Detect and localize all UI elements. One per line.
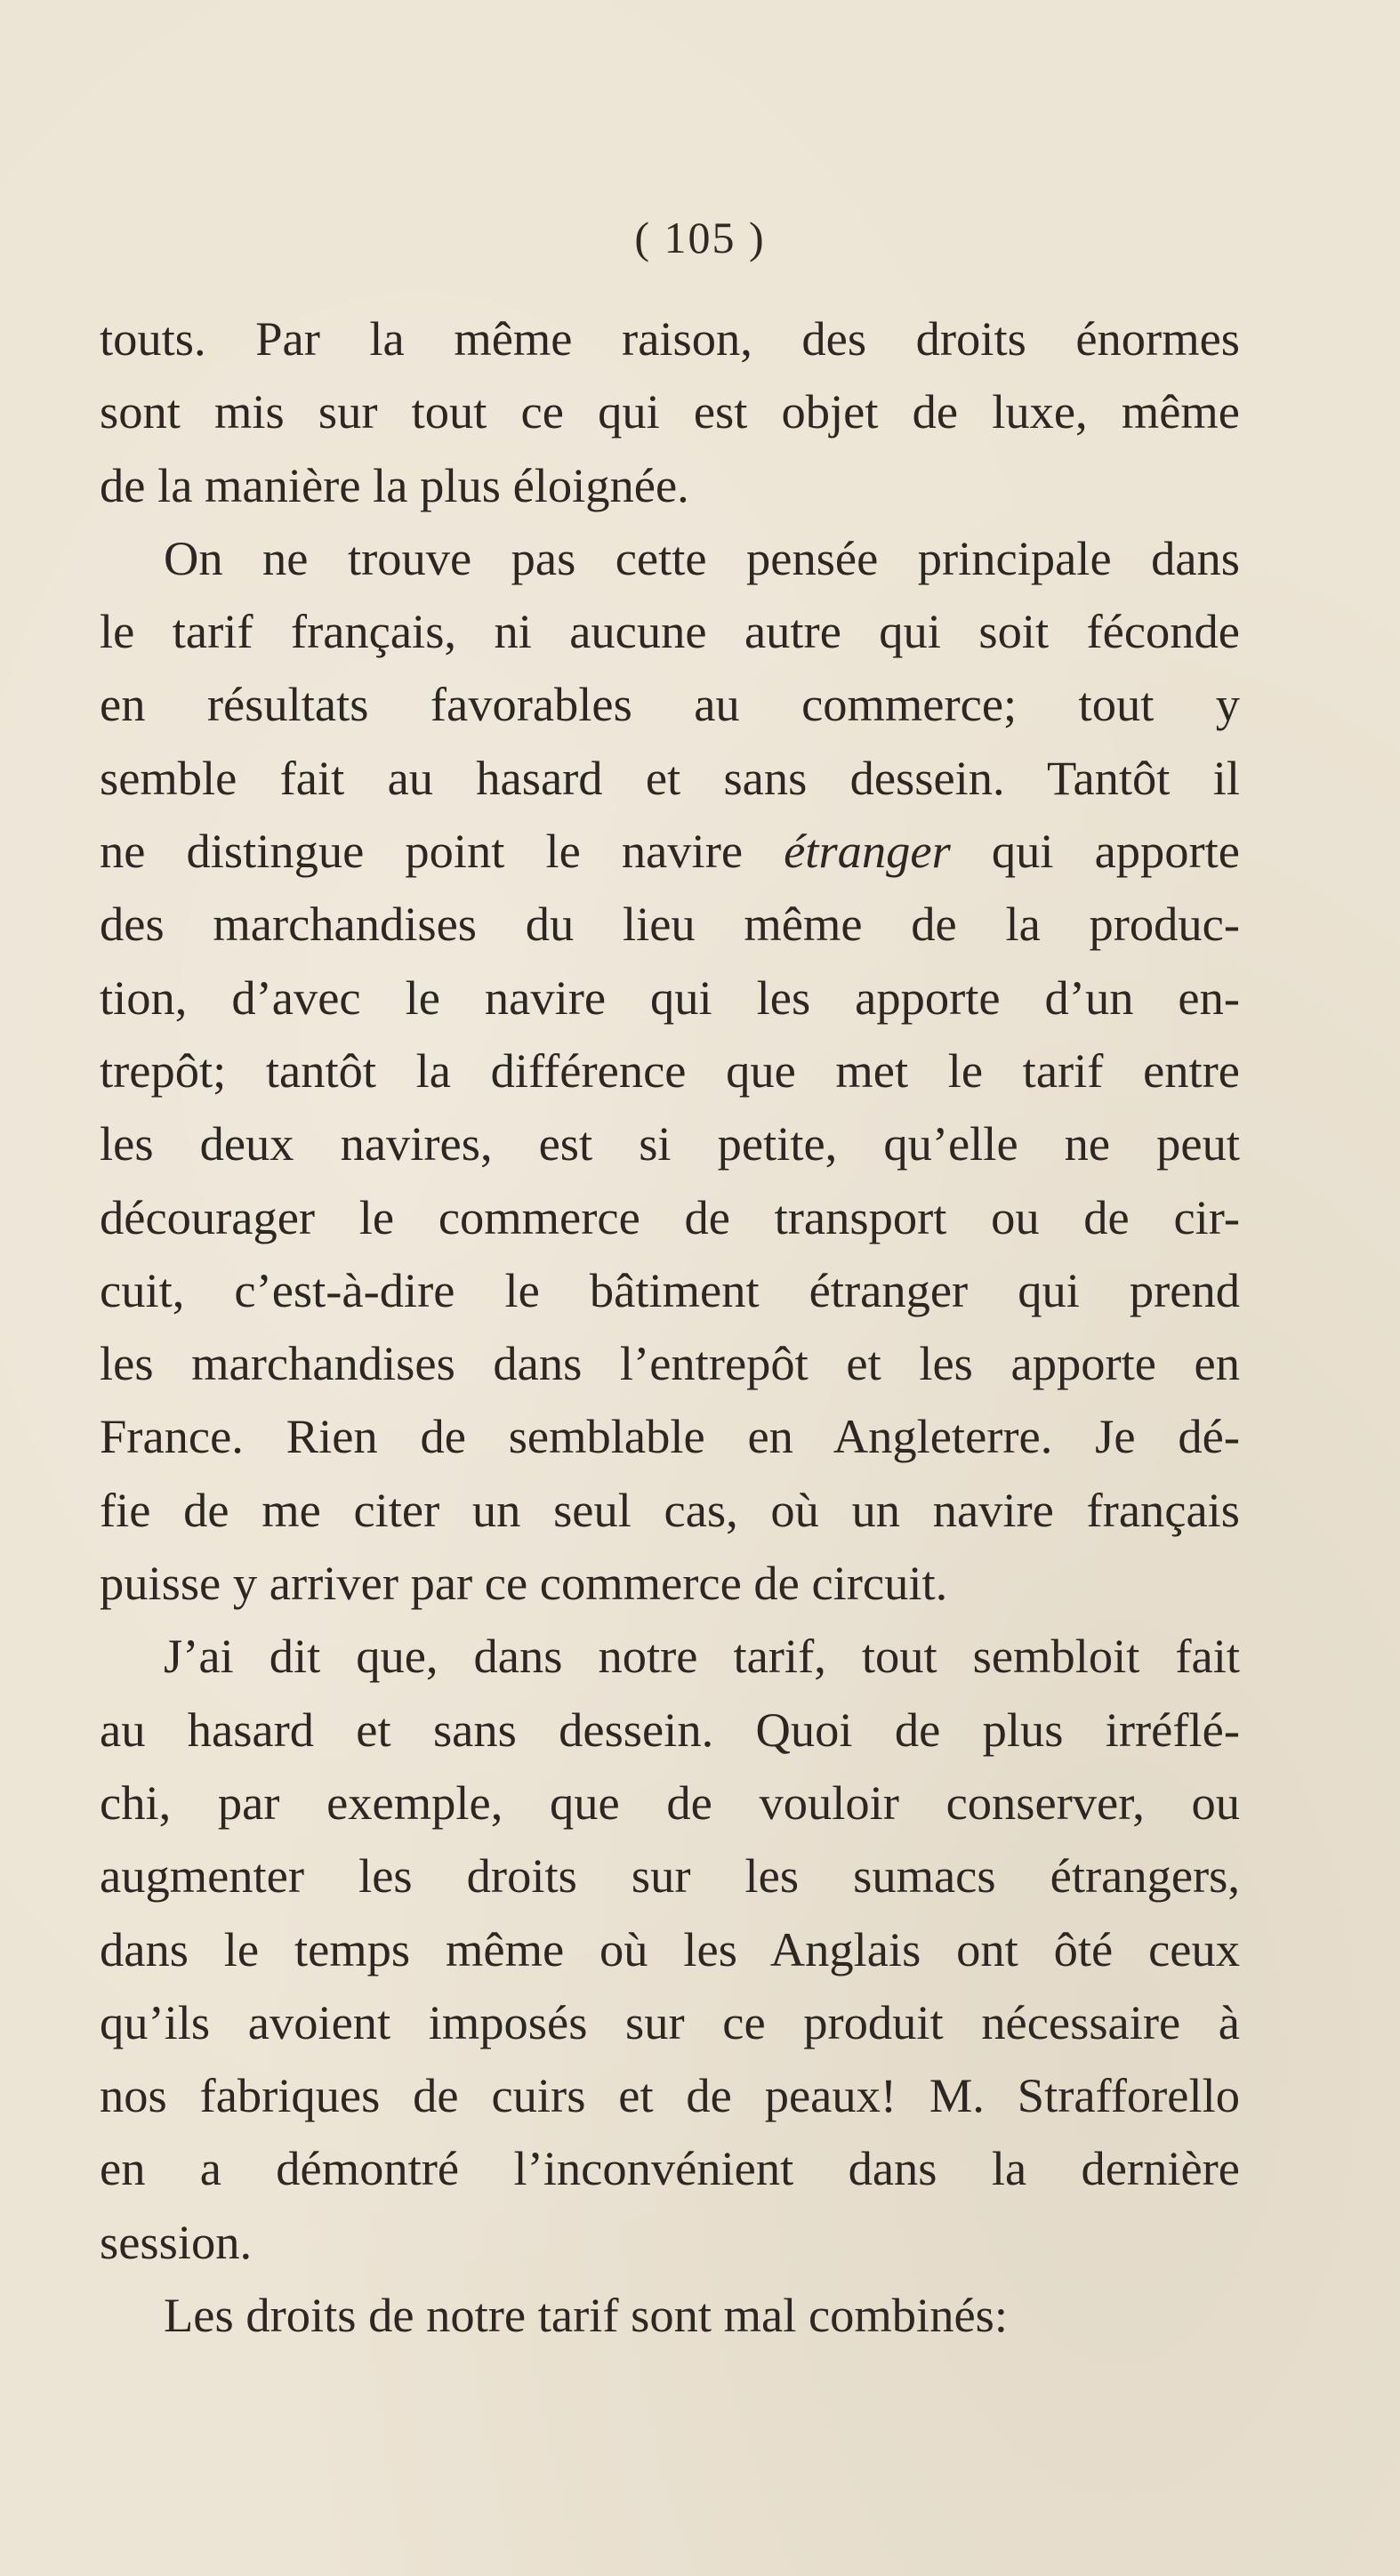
paragraph [100, 522, 1240, 1620]
text-line: au hasard et sans dessein. Quoi de plus irréflé- [100, 1702, 1240, 1757]
text-line: chi, par exemple, que de vouloir conserver, ou [100, 1775, 1240, 1830]
text-line: les deux navires, est si petite, qu’elle ne peut [100, 1116, 1240, 1171]
text-line: les marchandises dans l’entrepôt et les apporte en [100, 1336, 1240, 1391]
text-line: trepôt; tantôt la différence que met le tarif entre [100, 1042, 1240, 1098]
text-line: dans le temps même où les Anglais ont ôté ceux [100, 1921, 1240, 1976]
text-line: décourager le commerce de transport ou de cir- [100, 1189, 1240, 1244]
text-line: touts. Par la même raison, des droits énormes [100, 311, 1240, 366]
text-line: fie de me citer un seul cas, où un navire français [100, 1482, 1240, 1537]
text-line: semble fait au hasard et sans dessein. Tantôt il [100, 750, 1240, 805]
text-line: On ne trouve pas cette pensée principale dans [164, 530, 1240, 585]
text-line: cuit, c’est-à-dire le bâtiment étranger qui prend [100, 1262, 1240, 1317]
italic-word: étranger [784, 824, 951, 879]
paragraph [100, 302, 1240, 522]
body-text [100, 302, 1240, 2352]
paragraph [100, 1620, 1240, 2279]
text-line: nos fabriques de cuirs et de peaux! M. Strafforello [100, 2068, 1240, 2123]
text-line: puisse y arriver par ce commerce de circuit. [100, 1556, 948, 1611]
text-line: Les droits de notre tarif sont mal combinés: [164, 2288, 1008, 2343]
text-line: ne distingue point le navire étranger qui apporte [100, 824, 1240, 879]
text-line: session. [100, 2214, 253, 2269]
text-line: en résultats favorables au commerce; tout y [100, 677, 1240, 732]
page-number: ( 105 ) [634, 213, 766, 262]
text-line: des marchandises du lieu même de la produc- [100, 897, 1240, 952]
text-line: qu’ils avoient imposés sur ce produit nécessaire à [100, 1994, 1240, 2049]
text-line: tion, d’avec le navire qui les apporte d’un en- [100, 970, 1240, 1025]
text-line: de la manière la plus éloignée. [100, 457, 689, 512]
text-line: France. Rien de semblable en Angleterre. Je dé- [100, 1409, 1240, 1464]
text-line: le tarif français, ni aucune autre qui soit féconde [100, 604, 1240, 659]
text-line: augmenter les droits sur les sumacs étrangers, [100, 1848, 1240, 1904]
text-line: en a démontré l’inconvénient dans la dernière [100, 2141, 1240, 2196]
text-line: sont mis sur tout ce qui est objet de luxe, même [100, 384, 1240, 439]
paragraph [100, 2279, 1240, 2352]
text-line: J’ai dit que, dans notre tarif, tout sembloit fait [164, 1629, 1240, 1684]
